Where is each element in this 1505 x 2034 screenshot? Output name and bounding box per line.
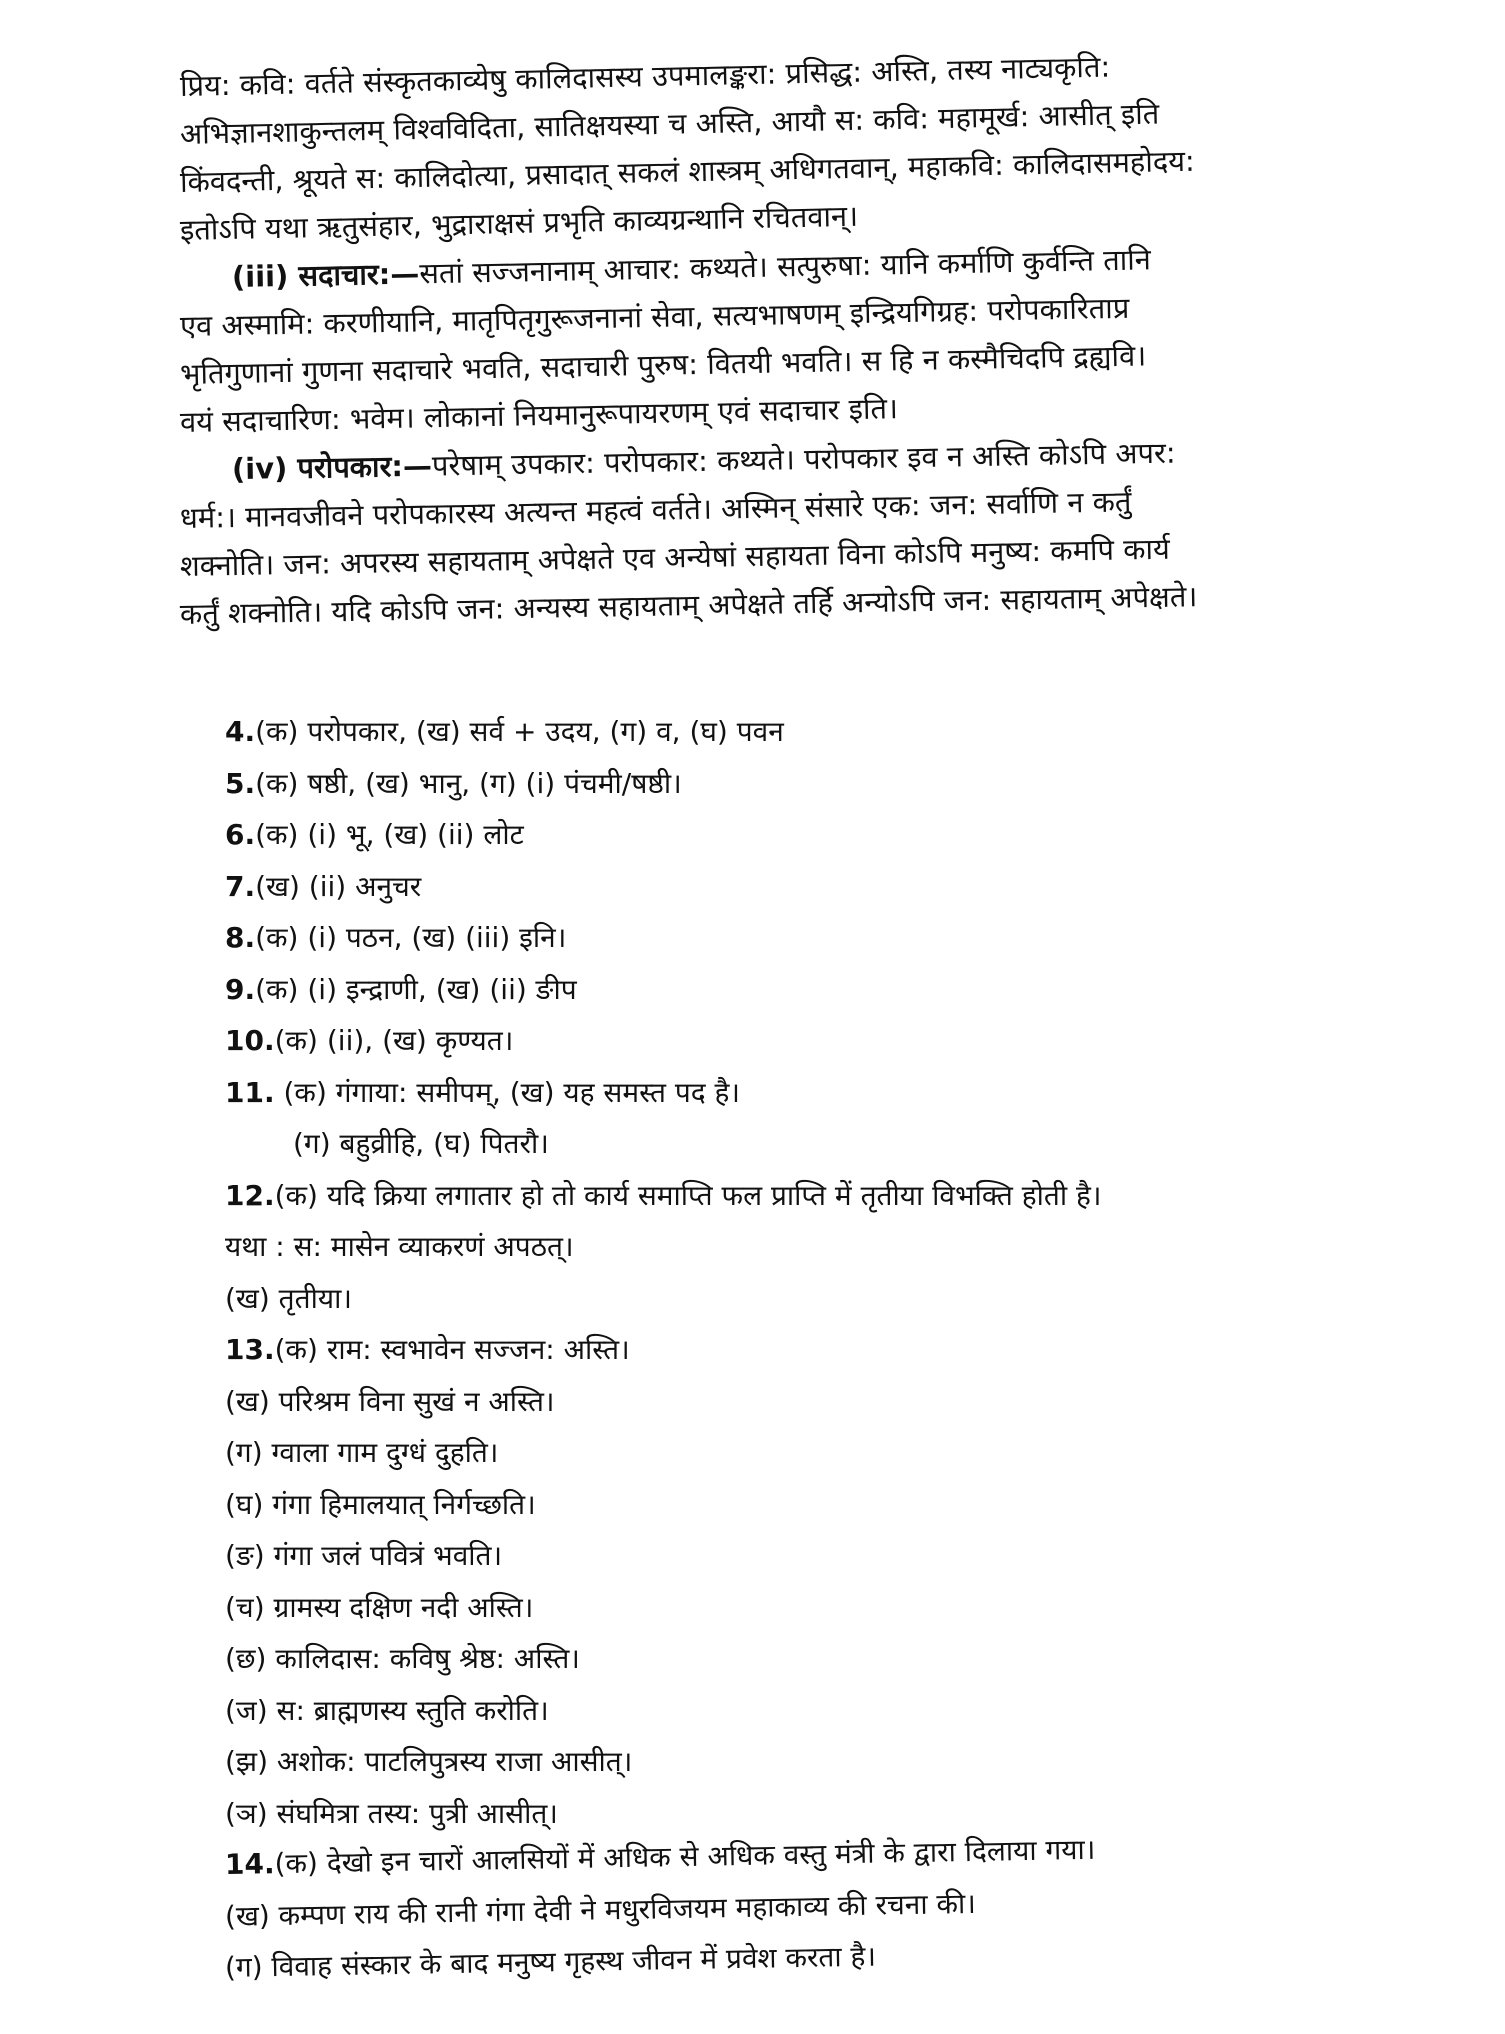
- answer-number: 4.: [225, 715, 256, 748]
- sadachar-line: भृतिगुणानां गुणना सदाचारे भवति, सदाचारी पुरुष: वितयी भवति। स हि न कस्मैचिदपि द्रह्यवि।: [179, 338, 1147, 391]
- passage-line: किंवदन्ती, श्रूयते स: कालिदोत्या, प्रसादात् सकलं शास्त्रम् अधिगतवान्, महाकवि: कालिदासमहोदय:: [179, 143, 1196, 199]
- paropkar-line: कर्तुं शक्नोति। यदि कोऽपि जन: अन्यस्य सहायताम् अपेक्षते तर्हि अन्योऽपि जन: सहायताम् अपेक्षते।: [179, 579, 1198, 631]
- answer-13: [225, 1324, 1275, 1376]
- passage-line: इतोऽपि यथा ऋतुसंहार, भुद्राराक्षसं प्रभृति काव्यग्रन्थानि रचितवान्।: [179, 198, 859, 247]
- answer-list: [225, 706, 1275, 1994]
- answer-text: (क) गंगाया: समीपम्, (ख) यह समस्त पद है।: [274, 1075, 740, 1109]
- answer-13-gha: [225, 1479, 1275, 1531]
- paropkar-text: परेषाम् उपकार: परोपकार: कथ्यते। परोपकार इव न अस्ति कोऽपि अपर:: [431, 435, 1176, 483]
- answer-number: 10.: [225, 1024, 275, 1057]
- answer-text: (झ) अशोक: पाटलिपुत्रस्य राजा आसीत्।: [225, 1745, 633, 1778]
- answer-text: (घ) गंगा हिमालयात् निर्गच्छति।: [225, 1487, 536, 1521]
- answer-text: (क) (i) इन्द्राणी, (ख) (ii) ङीप: [255, 972, 577, 1006]
- answer-text: (ख) कम्पण राय की रानी गंगा देवी ने मधुरविजयम महाकाव्य की रचना की।: [224, 1886, 977, 1933]
- passage-line: अभिज्ञानशाकुन्तलम् विश्वविदिता, सातिक्षयस्या च अस्ति, आयौ स: कवि: महामूर्ख: आसीत् इति: [179, 96, 1160, 151]
- answer-number: 9.: [225, 972, 256, 1006]
- sadachar-line: वयं सदाचारिण: भवेम। लोकानां नियमानुरूपायरणम् एवं सदाचार इति।: [179, 391, 899, 439]
- answer-13-kha: [225, 1376, 1275, 1428]
- answer-text: (च) ग्रामस्य दक्षिण नदी अस्ति।: [225, 1590, 534, 1624]
- answer-4: [225, 706, 1275, 758]
- answer-5: [225, 758, 1275, 810]
- answer-6: [225, 809, 1275, 861]
- answer-text: (ग) बहुव्रीहि, (घ) पितरौ।: [293, 1127, 549, 1160]
- answer-12-b: [225, 1273, 1275, 1325]
- answer-text: (ग) विवाह संस्कार के बाद मनुष्य गृहस्थ जीवन में प्रवेश करता है।: [224, 1939, 877, 1984]
- answer-text: (क) (i) भू, (ख) (ii) लोट: [255, 818, 524, 851]
- answer-text: (क) परोपकार, (ख) सर्व + उदय, (ग) व, (घ) पवन: [255, 715, 784, 748]
- answer-number: 7.: [225, 869, 256, 903]
- answer-text: (छ) कालिदास: कविषु श्रेष्ठ: अस्ति।: [225, 1642, 580, 1675]
- answer-text: (क) देखो इन चारों आलसियों में अधिक से अधिक वस्तु मंत्री के द्वारा दिलाया गया।: [274, 1832, 1096, 1881]
- answer-text: (क) राम: स्वभावेन सज्जन: अस्ति।: [274, 1333, 630, 1366]
- answer-12-example: [225, 1221, 1275, 1273]
- answer-text: (ज) स: ब्राह्मणस्य स्तुति करोति।: [225, 1693, 549, 1727]
- answer-text: (क) षष्ठी, (ख) भानु, (ग) (i) पंचमी/षष्ठी।: [255, 766, 682, 800]
- paropkar-line: धर्म:। मानवजीवने परोपकारस्य अत्यन्त महत्वं वर्तते। अस्मिन् संसारे एक: जन: सर्वाणि न कर्तुं: [179, 484, 1132, 535]
- sadachar-heading: (iii) सदाचार:—: [231, 256, 420, 294]
- answer-text: (ख) परिश्रम विना सुखं न अस्ति।: [225, 1384, 555, 1418]
- answer-number: 11.: [225, 1075, 275, 1109]
- answer-text: (क) (ii), (ख) कृण्यत।: [274, 1024, 514, 1057]
- answer-13-cha: [225, 1582, 1275, 1634]
- answer-13-ja: [225, 1685, 1275, 1737]
- answer-text: (क) यदि क्रिया लगातार हो तो कार्य समाप्ति फल प्राप्ति में तृतीया विभक्ति होती है।: [274, 1178, 1102, 1212]
- answer-number: 5.: [225, 766, 256, 800]
- answer-number: 13.: [225, 1333, 275, 1366]
- answer-13-nga: [225, 1530, 1275, 1582]
- paropkar-heading: (iv) परोपकार:—: [231, 448, 433, 487]
- answer-number: 12.: [225, 1178, 275, 1212]
- answer-text: (ञ) संघमित्रा तस्य: पुत्री आसीत्।: [225, 1796, 558, 1830]
- answer-7: [225, 861, 1275, 913]
- answer-13-jha: [225, 1736, 1275, 1788]
- answer-9: [225, 964, 1275, 1016]
- answer-10: [225, 1015, 1275, 1067]
- answer-8: [225, 912, 1275, 964]
- answer-12: [225, 1170, 1275, 1222]
- answer-text: (ख) (ii) अनुचर: [255, 869, 422, 903]
- answer-text: (क) (i) पठन, (ख) (iii) इनि।: [255, 921, 567, 954]
- answer-13-ga: [225, 1427, 1275, 1479]
- answer-11-cont: [225, 1118, 1275, 1170]
- answer-number: 8.: [225, 921, 256, 954]
- passage-line: प्रिय: कवि: वर्तते संस्कृतकाव्येषु कालिदासस्य उपमालङ्करा: प्रसिद्ध: अस्ति, तस्य नाट्यकृति:: [179, 49, 1111, 103]
- sadachar-text: सतां सज्जनानाम् आचार: कथ्यते। सत्पुरुषा: यानि कर्माणि कुर्वन्ति तानि: [418, 242, 1152, 291]
- answer-13-chha: [225, 1633, 1275, 1685]
- answer-text: (ग) ग्वाला गाम दुग्धं दुहति।: [225, 1436, 499, 1469]
- answer-text: (ख) तृतीया।: [225, 1281, 352, 1315]
- essay-section: [179, 49, 1280, 638]
- answer-text: यथा : स: मासेन व्याकरणं अपठत्।: [225, 1230, 574, 1263]
- sadachar-line: एव अस्मामि: करणीयानि, मातृपितृगुरूजनानां सेवा, सत्यभाषणम् इन्द्रियगिग्रह: परोपकारिताप्र: [179, 290, 1130, 343]
- answer-number: 14.: [224, 1847, 275, 1881]
- answer-number: 6.: [225, 818, 256, 851]
- answer-11: [225, 1067, 1275, 1119]
- paropkar-line: शक्नोति। जन: अपरस्य सहायताम् अपेक्षते एव अन्येषां सहायता विना कोऽपि मनुष्य: कमपि कार्य: [179, 531, 1171, 583]
- answer-text: (ङ) गंगा जलं पवित्रं भवति।: [225, 1539, 503, 1572]
